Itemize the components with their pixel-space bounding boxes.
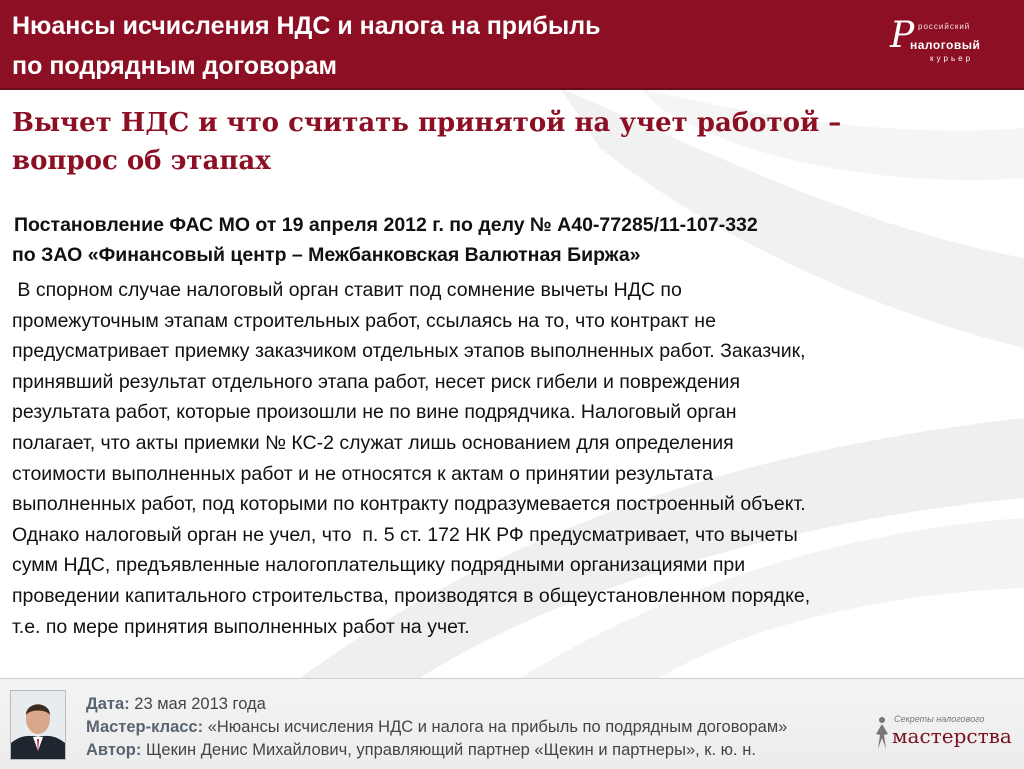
author-photo (10, 690, 66, 760)
logo-word: налоговый (910, 38, 981, 52)
masterclass-label: Мастер-класс: (86, 718, 204, 736)
body-line: выполненных работ, под которыми по контракту подразумевается построенный объект. (12, 493, 806, 516)
logo-top-text: российский (918, 22, 971, 31)
masterclass-value: «Нюансы исчисления НДС и налога на прибыль по подрядным договорам» (207, 718, 788, 736)
figure-icon (872, 716, 892, 750)
body-line: принявший результат отдельного этапа работ, несет риск гибели и повреждения (12, 370, 741, 393)
logo-script-letter: Р (890, 15, 915, 56)
masterstva-logo (872, 714, 1017, 754)
slide-title-line2: вопрос об этапах (12, 146, 271, 176)
body-line: промежуточным этапам строительных работ, ссылаясь на то, что контракт не (12, 309, 716, 332)
body-line: проведении капитального строительства, производятся в общеустановленном порядке, (12, 584, 811, 607)
brand-big-text: мастерства (892, 724, 1012, 748)
body-line: полагает, что акты приемки № КС-2 служат лишь основанием для определения (12, 431, 734, 454)
body-text (12, 275, 1002, 642)
nalogovy-kurier-logo (888, 14, 998, 74)
ruling-line2: по ЗАО «Финансовый центр – Межбанковская Валютная Биржа» (12, 244, 641, 266)
presentation-title (12, 6, 772, 86)
slide-title-line1: Вычет НДС и что считать принятой на учет работой – (12, 108, 842, 138)
date-label: Дата: (86, 695, 130, 713)
body-line: результата работ, которые произошли не по вине подрядчика. Налоговый орган (12, 401, 737, 424)
body-line: стоимости выполненных работ и не относятся к актам о принятии результата (12, 462, 714, 485)
presentation-title-line2: по подрядным договорам (12, 52, 337, 80)
slide-title (12, 104, 972, 180)
body-line: Однако налоговый орган не учел, что п. 5 ст. 172 НК РФ предусматривает, что вычеты (12, 523, 798, 546)
brand-small-text: Секреты налогового (894, 714, 985, 724)
court-ruling-reference (12, 210, 972, 270)
presentation-title-line1: Нюансы исчисления НДС и налога на прибыль (12, 12, 601, 40)
body-line: предусматривает приемку заказчиком отдельных этапов выполненных работ. Заказчик, (12, 340, 806, 363)
footer-info (86, 693, 886, 762)
logo-sub: курьер (930, 54, 974, 63)
author-label: Автор: (86, 741, 142, 759)
header-bar (0, 0, 1024, 90)
ruling-line1: Постановление ФАС МО от 19 апреля 2012 г. по делу № А40-77285/11-107-332 (14, 214, 758, 236)
date-value: 23 мая 2013 года (134, 695, 266, 713)
body-line: В спорном случае налоговый орган ставит под сомнение вычеты НДС по (12, 279, 682, 301)
body-line: т.е. по мере принятия выполненных работ на учет. (12, 615, 470, 638)
body-line: сумм НДС, предъявленные налогоплательщику подрядными организациями при (12, 554, 746, 577)
author-value: Щекин Денис Михайлович, управляющий партнер «Щекин и партнеры», к. ю. н. (145, 741, 756, 759)
